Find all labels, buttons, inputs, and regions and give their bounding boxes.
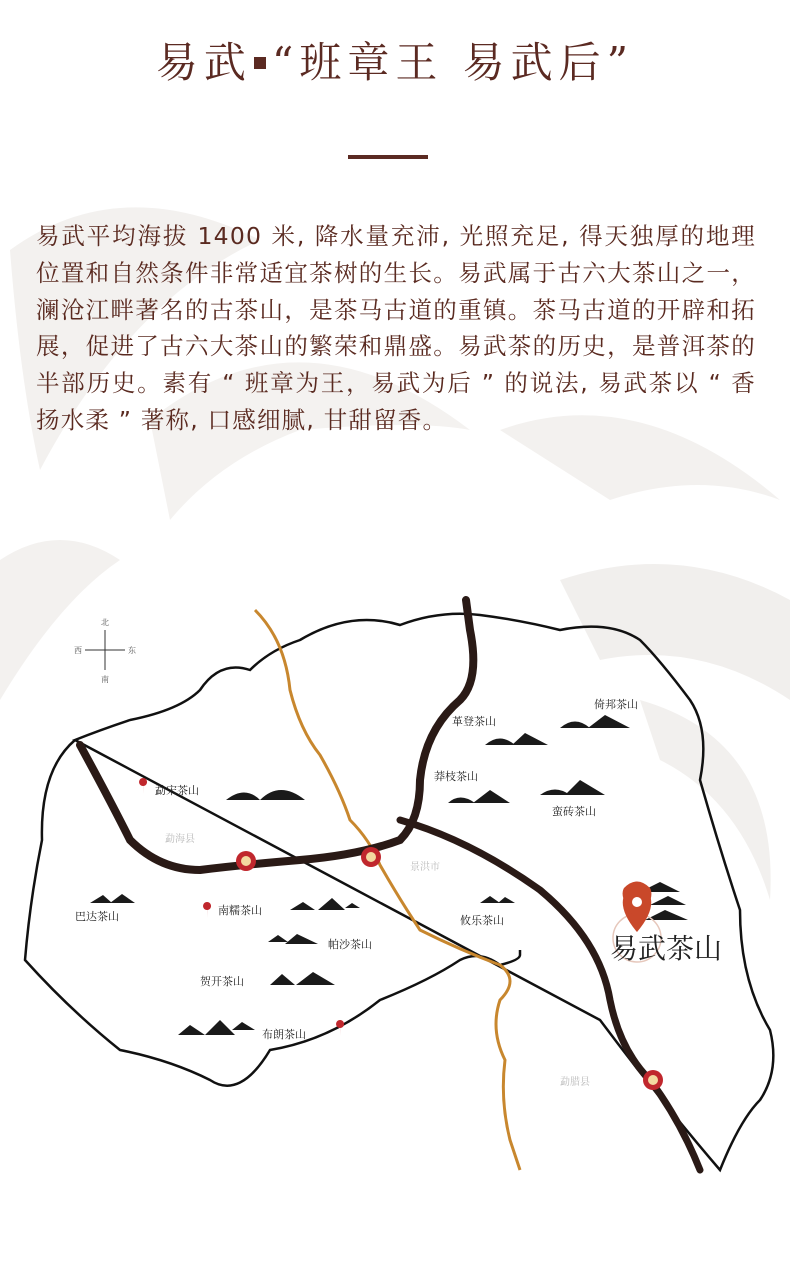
label-youle: 攸乐茶山 [460, 914, 504, 927]
intro-paragraph: 易武平均海拔 1400 米, 降水量充沛, 光照充足, 得天独厚的地理位置和自然条件非常适宜茶树的生长。易武属于古六大茶山之一，澜沧江畔著名的古茶山，是茶马古道的重镇。茶马古道的开辟和拓展，促进了古六大茶山的繁荣和鼎盛。易武茶的历史，是普洱茶的半部历史。素有 “ 班章为王，易武为后 ” 的说法, 易武茶以 “ 香扬水柔 ” 著称, 口感细腻, 甘甜留香。 [36, 222, 756, 434]
label-pasha: 帕沙茶山 [328, 938, 372, 951]
label-manzhuan: 蛮砖茶山 [552, 805, 596, 818]
mountain-icons [90, 715, 688, 1035]
label-badasi: 巴达茶山 [75, 910, 119, 923]
compass-west: 西 [74, 646, 82, 655]
label-yibang: 倚邦茶山 [594, 698, 638, 711]
town-label-jinghong: 景洪市 [410, 862, 440, 873]
title-separator [254, 57, 266, 69]
town-label-mengla: 勐腊县 [560, 1077, 590, 1088]
town-marker-menghai [236, 851, 256, 871]
page-title [0, 30, 790, 90]
road-east [400, 820, 700, 1170]
label-hekai: 贺开茶山 [200, 975, 244, 988]
town-label-menghai: 勐海县 [165, 834, 195, 845]
compass-south: 南 [101, 675, 109, 684]
title-part2: “班章王 易武后” [271, 38, 635, 87]
compass-east: 东 [128, 646, 136, 655]
tea-mountain-map [0, 580, 790, 1180]
label-yiwu: 易武茶山 [610, 932, 723, 965]
river [255, 610, 520, 1170]
label-mengsong: 勐宋茶山 [155, 784, 199, 797]
town-marker-jinghong [361, 847, 381, 867]
label-gedeng: 革登茶山 [452, 715, 496, 728]
title-part1: 易武 [155, 38, 252, 87]
label-nannuo: 南糯茶山 [218, 904, 262, 917]
title-divider [348, 155, 428, 159]
town-marker-mengla [643, 1070, 663, 1090]
compass-rose [74, 617, 136, 684]
label-bulang: 布朗茶山 [262, 1028, 306, 1041]
label-mangzhi: 莽枝茶山 [434, 770, 478, 783]
compass-north: 北 [101, 618, 109, 627]
